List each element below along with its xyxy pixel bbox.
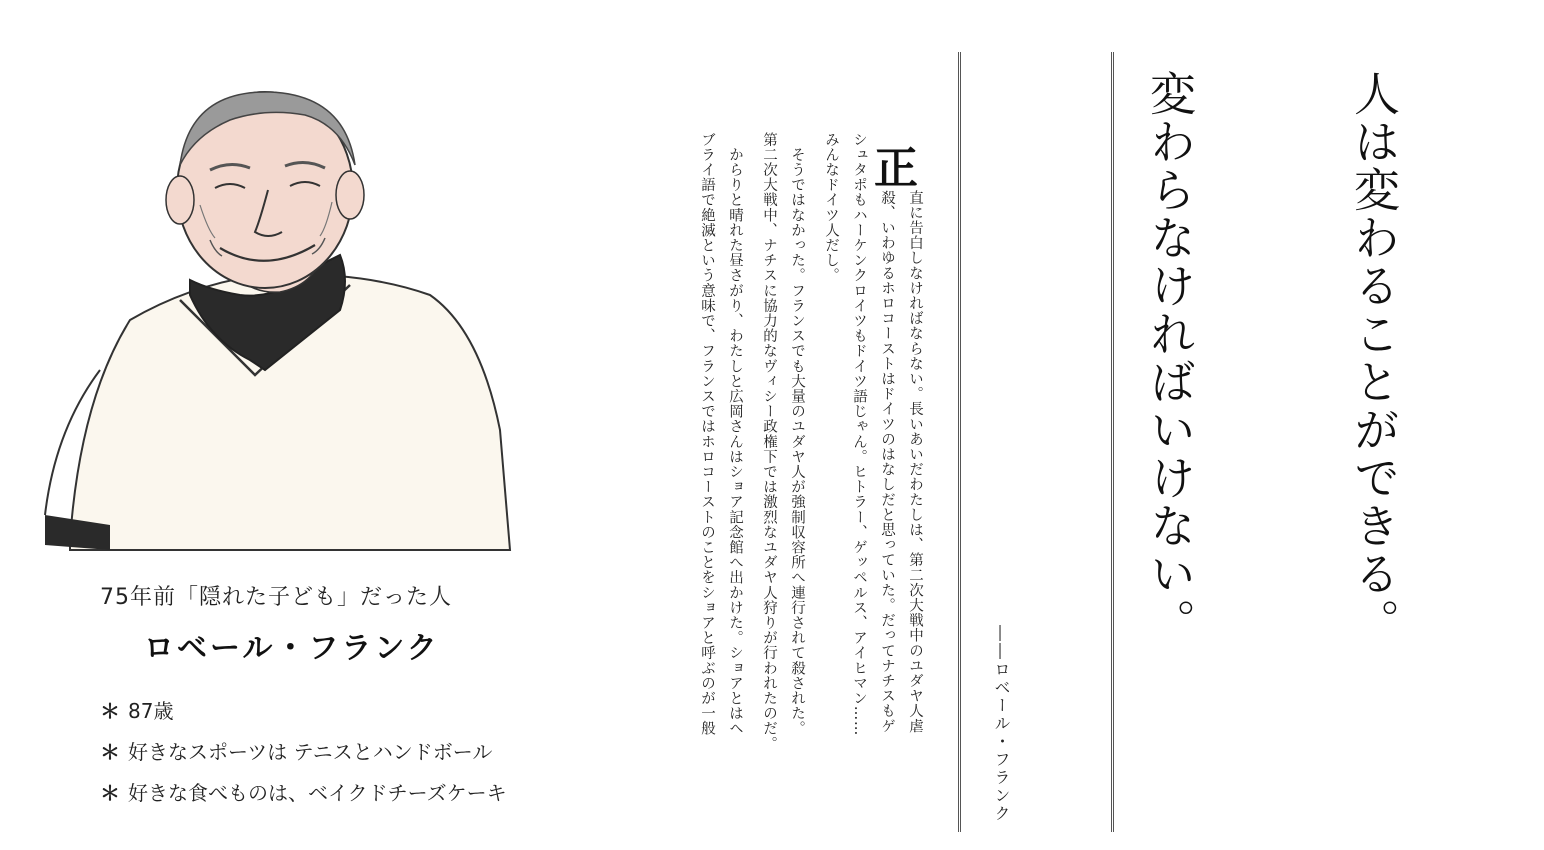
asterisk-bullet: ＊ [100, 699, 120, 723]
fact-text: 好きなスポーツは テニスとハンドボール [128, 740, 493, 764]
body-text-line: 直に告白しなければならない。長いあいだわたしは、第二次大戦中のユダヤ人虐 [907, 190, 923, 734]
headline-line: 変わらなければいけない。 [1143, 70, 1197, 646]
portrait-illustration [40, 70, 520, 560]
man-portrait-drawing [40, 70, 520, 560]
profile-facts-list [100, 695, 560, 806]
fact-text: 好きな食べものは、ベイクドチーズケーキ [128, 781, 507, 805]
drop-cap: 正 [874, 143, 918, 194]
fact-item [100, 736, 560, 765]
body-text-line: 第二次大戦中、ナチスに協力的なヴィシー政権下では激烈なユダヤ人狩りが行われたのだ。 [761, 132, 777, 752]
profile-name: ロベール・フランク [144, 631, 440, 666]
headline-line: 人は変わることができる。 [1347, 70, 1401, 646]
body-text-line: 殺、いわゆるホロコーストはドイツのはなしだと思っていた。だってナチスもゲ [879, 190, 895, 734]
asterisk-bullet: ＊ [100, 740, 120, 764]
quote-attribution: ――ロベール・フランク [992, 625, 1011, 823]
body-text-line: そうではなかった。フランスでも大量のユダヤ人が強制収容所へ連行されて殺された。 [789, 132, 805, 736]
headline-quote [1000, 70, 1544, 646]
fact-item [100, 777, 560, 806]
body-text-line: からりと晴れた昼さがり、わたしと広岡さんはショア記念館へ出かけた。ショアとはヘ [727, 132, 743, 736]
fact-item [100, 695, 560, 724]
body-text-line: シュタポもハーケンクロイツもドイツ語じゃん。ヒトラー、ゲッペルス、アイヒマン…… [851, 132, 867, 736]
profile-caption [100, 580, 560, 818]
asterisk-bullet: ＊ [100, 781, 120, 805]
fact-text: 87歳 [128, 699, 174, 723]
profile-subtitle: 75年前「隠れた子ども」だった人 [100, 585, 452, 610]
body-text-line: ブライ語で絶滅という意味で、フランスではホロコーストのことをショアと呼ぶのが一般 [699, 132, 715, 736]
body-text-line: みんなドイツ人だし。 [823, 132, 839, 283]
